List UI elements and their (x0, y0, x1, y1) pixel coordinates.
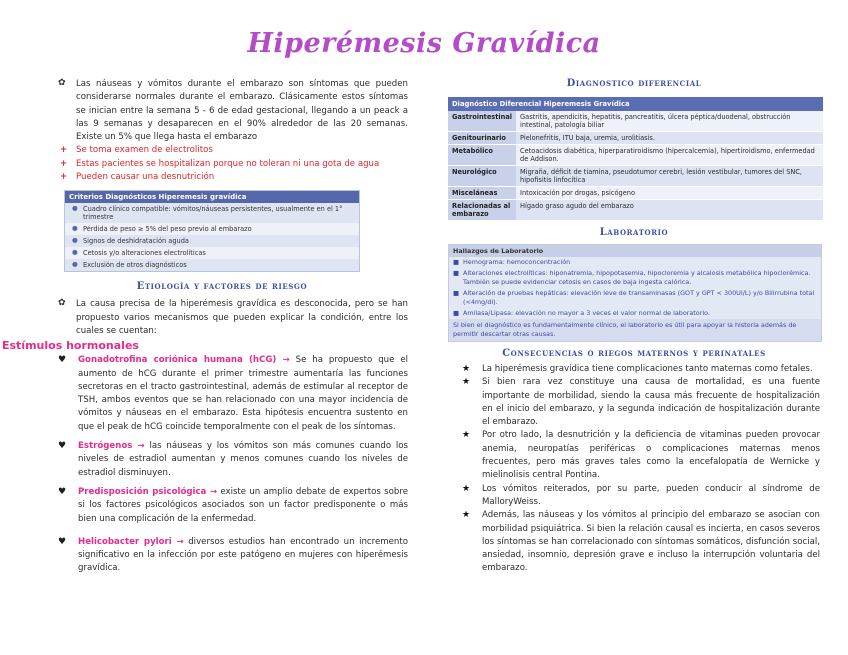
lab-note: Si bien el diagnóstico es fundamentalmente clínico, el laboratorio es útil para apoyar la historia además de permitir descartar otras causas. (449, 319, 821, 341)
star-bullet-icon: ★ (462, 483, 471, 494)
red-item: + Estas pacientes se hospitalizan porque no toleran ni una gota de agua (36, 158, 408, 171)
heart-bullet-icon: ♥ (58, 536, 67, 547)
table-row: Misceláneas Intoxicación por drogas, psicógeno (448, 187, 823, 200)
red-item: + Se toma examen de electrolitos (36, 144, 408, 157)
list-item: ★ La hiperémesis gravídica tiene complicaciones tanto maternas como fetales. (448, 363, 820, 376)
criteria-row: ● Cuadro clínico compatible: vómitos/náuseas persistentes, usualmente en el 1° trimestre (65, 203, 359, 223)
star-bullet-icon: ★ (462, 377, 471, 388)
list-item: ★ Si bien rara vez constituye una causa de mortalidad, es una fuente importante de morbilidad, siendo la causa más frecuente de hospitalización en el inicio del embarazo, y la segunda indicación de hospitalización durante el embarazo. (462, 377, 820, 428)
criteria-row: ● Exclusión de otros diagnósticos (65, 259, 359, 271)
etiology-paragraph: ✿ La causa precisa de la hiperémesis gravídica es desconocida, pero se han propuesto varios mecanismos que pueden explicar la condición, entre los cuales se cuentan: (58, 298, 408, 336)
table-row: Relacionadas al embarazo Hígado graso agudo del embarazo (448, 200, 823, 221)
list-item: ★ Por otro lado, la desnutrición y la deficiencia de vitaminas pueden provocar anemia, neuropatías periféricas o complicaciones maternas menos frecuentes, pero más graves tales como la encefalopatía de Wernicke y mielinolisis central Pontina. (462, 430, 820, 481)
table-row: Neurológico Migraña, déficit de tiamina, pseudotumor cerebri, lesión vestibular, tumores del SNC, hipofisitis linfocítica (448, 166, 823, 187)
lab-row: ■ Amilasa/Lipasa: elevación no mayor a 3 veces el valor normal de laboratorio. (449, 308, 821, 319)
consequences-list (448, 363, 820, 576)
plus-bullet-icon: + (60, 158, 68, 169)
stimuli-heading: Estímulos hormonales (2, 339, 139, 353)
left-column (2, 78, 409, 576)
lab-row: ■ Alteración de pruebas hepáticas: elevación leve de transaminasas (GOT y GPT < 300UI/L) y/o Bilirrubina total (<4mg/dl). (449, 288, 821, 308)
factor-hcg: ♥ Gonadotrofina coriónica humana (hCG) → Se ha propuesto que el aumento de hCG durante el primer trimestre aumentaría las funciones secretoras en el tracto gastrointestinal, además de estimular al receptor de TSH, ambos eventos que se han relacionado con una mayor incidencia de vómitos y náuseas en el embarazo. Esta hipótesis encuentra sustento en que el peak de hCG coincide temporalmente con el peak de los síntomas. (58, 355, 409, 432)
flower-bullet-icon: ✿ (58, 298, 66, 309)
criteria-row: ● Signos de deshidratación aguda (65, 235, 359, 247)
heart-bullet-icon: ♥ (58, 441, 67, 452)
intro-paragraph: ✿ Las náuseas y vómitos durante el embarazo son síntomas que pueden considerarse normales durante el embarazo. Clásicamente estos síntomas se inician entre la semana 5 - 6 de edad gestacional, llegando a un peack a las 9 semanas y desaparecen en el 90% alrededor de las 20 semanas. Existe un 5% que llega hasta el embarazo (58, 78, 408, 143)
lab-row: ■ Alteraciones electrolíticas: hiponatremia, hipopotasemia, hipocloremia y alcalosis metabólica hipoclorémica. También se puede evidenciar cetosis en casos de baja ingesta calórica. (449, 268, 821, 288)
criteria-row: ● Cetosis y/o alteraciones electrolíticas (65, 247, 359, 259)
criteria-row: ● Pérdida de peso ≥ 5% del peso previo al embarazo (65, 223, 359, 235)
heart-bullet-icon: ♥ (58, 486, 67, 497)
list-item: ★ Los vómitos reiterados, por su parte, pueden conducir al síndrome de MalloryWeiss. (462, 483, 820, 507)
consequences-heading: Consecuencias o riegos maternos y perinatales (502, 348, 766, 359)
dd-table-title: Diagnóstico Diferencial Hiperemesis Gravídica (448, 97, 823, 111)
red-item: + Pueden causar una desnutrición (36, 171, 408, 184)
etiology-heading: Etiología y factores de riesgo (136, 281, 308, 293)
table-row: Gastrointestinal Gastritis, apendicitis, hepatitis, pancreatitis, úlcera péptica/duodenal, obstrucción intestinal, patología biliar (448, 111, 823, 132)
laboratory-findings-box (448, 244, 822, 342)
criteria-header: Criterios Diagnósticos Hiperemesis gravídica (65, 191, 359, 203)
heart-bullet-icon: ♥ (58, 355, 67, 366)
plus-bullet-icon: + (60, 145, 68, 156)
page-title: Hiperémesis Gravídica (247, 28, 601, 59)
plus-bullet-icon: + (60, 172, 68, 183)
diagnostic-criteria-table (64, 190, 360, 272)
table-row: Metabólico Cetoacidosis diabética, hiperparatiroidismo (hipercalcemia), hipertiroidismo, enfermedad de Addison. (448, 145, 823, 166)
star-bullet-icon: ★ (462, 510, 471, 521)
table-row: Genitourinario Pielonefritis, ITU baja, uremia, urolitiasis. (448, 132, 823, 145)
factor-hpylori: ♥ Helicobacter pylori → diversos estudios han encontrado un incremento significativo en la infección por este patógeno en mujeres con hiperémesis gravídica. (58, 536, 409, 574)
differential-diagnosis-heading: Diagnostico diferencial (566, 78, 702, 89)
lab-box-title: Hallazgos de Laboratorio (449, 245, 821, 257)
flower-bullet-icon: ✿ (58, 78, 66, 88)
factor-psychological: ♥ Predisposición psicológica → existe un amplio debate de expertos sobre si los factores psicológicos asociados son un factor predisponente o más bien una complicación de la enfermedad. (58, 486, 409, 524)
lab-row: ■ Hemograma: hemoconcentración (449, 257, 821, 268)
laboratory-heading: Laboratorio (599, 227, 669, 238)
list-item: ★ Además, las náuseas y los vómitos al principio del embarazo se asocian con morbilidad psiquiátrica. Si bien la relación causal es incierta, en casos severos los síntomas se han correlacionado con síntomas somáticos, disfunción social, ansiedad, insomnio, depresión grave e incluso la interrupción voluntaria del embarazo. (462, 510, 820, 574)
differential-diagnosis-table (448, 97, 823, 221)
factor-estrogens: ♥ Estrógenos → las náuseas y los vómitos son más comunes cuando los niveles de estradiol aumentan y menos comunes cuando los niveles de estradiol disminuyen. (58, 441, 409, 478)
star-bullet-icon: ★ (462, 430, 471, 441)
star-bullet-icon: ★ (462, 364, 471, 374)
right-column (448, 78, 820, 576)
